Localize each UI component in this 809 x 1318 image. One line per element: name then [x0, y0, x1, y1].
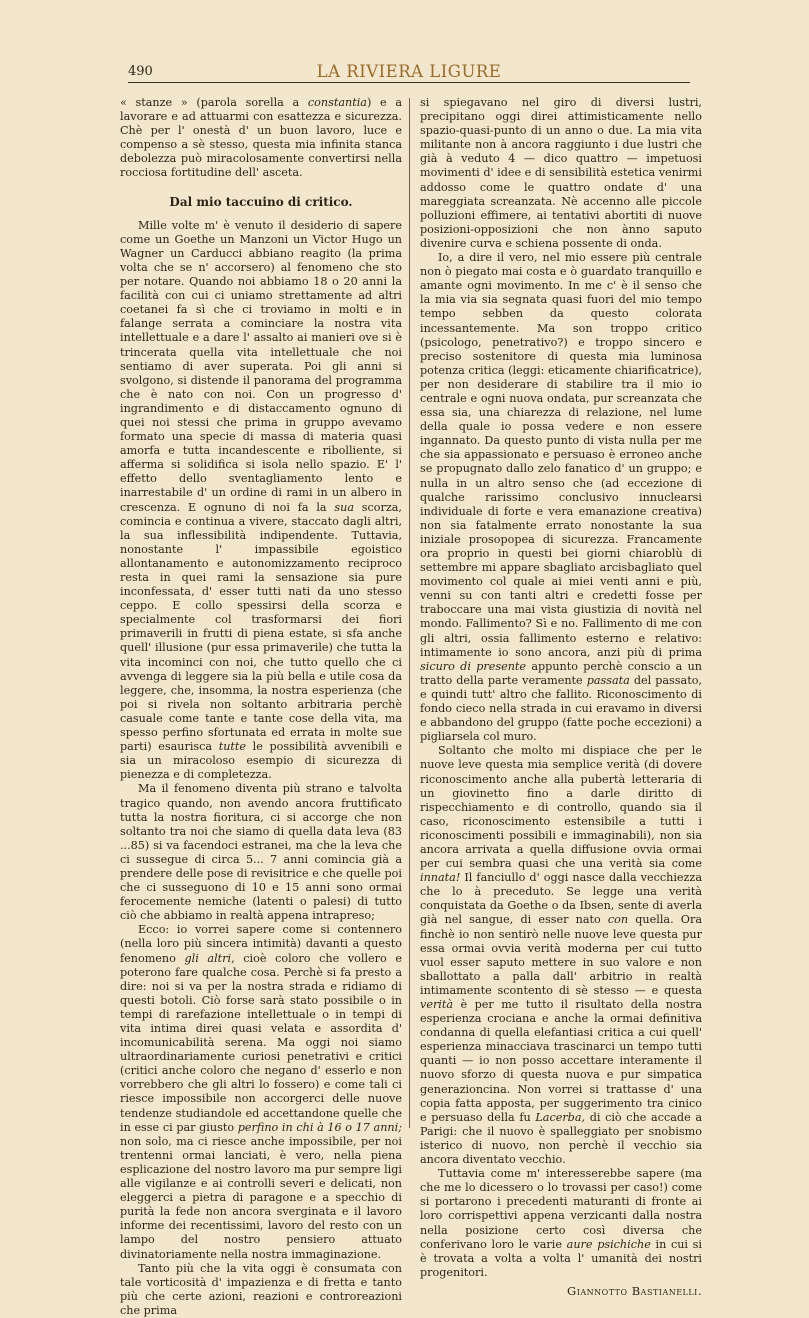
section-title: Dal mio taccuino di critico.: [169, 194, 353, 209]
column-divider: [409, 98, 410, 1128]
paragraph: Tuttavia come m' interesserebbe sapere (ma che me lo dicessero o lo trovassi per caso!) come si portarono i precedenti maturanti di fronte ai loro corrispettivi appena verzicanti dalla nostra nella posizione certo così diversa che conferivano loro le varie aure psichiche in cui si è trovata a volta a volta l' umanità dei nostri progenitori.: [420, 1167, 702, 1279]
paragraph: Io, a dire il vero, nel mio essere più centrale non ò piegato mai costa e ò guardato tranquillo e amante ogni movimento. In me c' è il senso che la mia via sia segnata quasi fuori del mio tempo tempo sebben da questo colorata incessantemente. Ma son troppo critico (psicologo, penetrativo?) e troppo sincero e preciso sostenitore di questa mia luminosa potenza critica (leggi: eticamente chiarificatrice), per non desiderare di stabilire tra il mio io centrale e ogni nuova ondata, pur screanzata che essa sia, una chiarezza di relazione, nel lume della quale io possa vedere e non essere ingannato. Da questo punto di vista nulla per me che sia appassionato e persuaso è erroneo anche se propugnato dallo zelo fanatico d' un gruppo; e nulla in un altro senso che (ad eccezione di qualche rarissimo conclusivo innuclearsi individuale di forte e vera emanazione creativa) non sia fatalmente errato nonostante la sua iniziale prosopopea di sicurezza. Francamente ora proprio in questi bei giorni chiaroblù di settembre mi appare sbagliato arcisbagliato quel movimento col quale ai miei venti anni e più, venni su con tanti altri e credetti fosse per traboccare una mai vista giustizia di novità nel mondo. Fallimento? Sì e no. Fallimento di me con gli altri, ossia fallimento esterno e relativo: intimamente io sono ancora, anzi più di prima sicuro di presente appunto perchè conscio a un tratto della parte veramente passata del passato, e quindi tutt' altro che fallito. Riconoscimento di fondo cieco nella strada in cui eravamo in diversi e abbandono del gruppo (fatte poche eccezioni) a pigliarsela col muro.: [420, 251, 702, 744]
right-column: [420, 96, 702, 1298]
journal-title: LA RIVIERA LIGURE: [316, 62, 502, 81]
paragraph: Tanto più che la vita oggi è consumata con tale vorticosità d' impazienza e di fretta e tanto più che certe azioni, reazioni e controreazioni che prima: [120, 1261, 402, 1317]
author-signature: Giannotto Bastianelli.: [567, 1283, 702, 1298]
header-rule: [128, 82, 690, 83]
paragraph: Ecco: io vorrei sapere come si contennero (nella loro più sincera intimità) davanti a questo fenomeno gli altri, cioè coloro che vollero e poterono fare qualche cosa. Perchè si fa presto a dire: noi si va per la nostra strada e ridiamo di questi botoli. Ciò forse sarà stato possibile o in tempi di rarefazione intellettuale o in tempi di vita intima direi quasi velata e assordita d' incomunicabilità serena. Ma oggi noi siamo ultraordinariamente curiosi penetrativi e critici (critici anche coloro che negano d' esserlo e non vorrebbero che gli altri lo fossero) e come tali ci riesce impossibile non accorgerci delle nuove tendenze studiandole ed accettandone quelle che in esse ci par giusto perfino in chi à 16 o 17 anni; non solo, ma ci riesce anche impossibile, per noi trentenni ormai lanciati, è vero, nella piena esplicazione del nostro lavoro ma pur sempre ligi alle vigilanze e ai controlli severi e delicati, non eleggerci a pietra di paragone e a specchio di purità la fede non ancora sverginata e il lavoro informe dei recentissimi, lavoro del resto con un lampo del nostro pensiero attuato divinatoriamente nella nostra immaginazione.: [120, 923, 402, 1261]
paragraph: si spiegavano nel giro di diversi lustri, precipitano oggi direi attimisticamente nello spazio-quasi-punto di un anno o due. La mia vita militante non à ancora raggiunto i due lustri che già à veduto 4 — dico quattro — impetuosi movimenti d' idee e di sensibilità estetica venirmi addosso come le quattro ondate d' una mareggiata screanzata. Nè accenno alle piccole polluzioni effimere, ai tentativi abortiti di nuove posizioni-opposizioni che non ànno saputo divenire curva e schiena possente di onda.: [420, 96, 702, 250]
paragraph: Ma il fenomeno diventa più strano e talvolta tragico quando, non avendo ancora fruttificato tutta la nostra fioritura, ci si accorge che non soltanto tra noi che siamo di quella data leva (83 ...85) si va facendoci estranei, ma che la leva che ci sussegue di circa 5... 7 anni comincia già a prendere delle pose di revisitrice e che quelle poi che ci susseguono di 10 e 15 anni sono ormai ferocemente nemiche (latenti o palesi) di tutto ciò che abbiamo in realtà appena intrapreso;: [120, 782, 402, 923]
intro-paragraph: « stanze » (parola sorella a constantia) e a lavorare e ad attuarmi con esattezza e sicurezza. Chè per l' onestà d' un buon lavoro, luce e compenso a sè stesso, questa mia infinita stanca debolezza può miracolosamente convertirsi nella rocciosa fortitudine dell' asceta.: [120, 96, 402, 180]
paragraph: Soltanto che molto mi dispiace che per le nuove leve questa mia semplice verità (di dovere riconoscimento anche alla pubertà letteraria di un giovinetto fino a darle diritto di rispecchiamento e di controllo, quando sia il caso, riconoscimento estensibile a tutti i riconoscimenti possibili e immaginabili), non sia ancora arrivata a quella diffusione ovvia ormai per cui sembra quasi che una verità sia come innata! Il fanciullo d' oggi nasce dalla vecchiezza che lo à preceduto. Se legge una verità conquistata da Goethe o da Ibsen, sente di averla già nel sangue, di esser nato con quella. Ora finchè io non sentirò nelle nuove leve questa pur essa ormai ovvia verità moderna per cui tutto vuol esser saputo mettere in suo valore e non sballottato a palla dall' arbitrio in realtà intimamente scontento di sè stesso — e questa verità è per me tutto il risultato della nostra esperienza crociana e anche la ormai definitiva condanna di quella elefantiasi critica a cui quell' esperienza minacciava trascinarci un tempo tutti quanti — io non posso accettare interamente il nuovo sforzo di questa nuova e pur simpatica generazioncina. Non vorrei si trattasse d' una copia fatta apposta, per suggerimento tra cinico e persuaso della fu Lacerba, di ciò che accade a Parigi: che il nuovo è spalleggiato per snobismo isterico di nuovo, non perchè il vecchio sia ancora diventato vecchio.: [420, 744, 702, 1167]
paragraph: Mille volte m' è venuto il desiderio di sapere come un Goethe un Manzoni un Victor Hugo un Wagner un Carducci abbiano reagito (la prima volta che se n' accorsero) al fenomeno che sto per notare. Quando noi abbiamo 18 o 20 anni la facilità con cui ci uniamo strettamente ad altri coetanei fa sì che ci troviamo in molti e in falange serrata a cominciare la nostra vita intellettuale e a dare l' assalto ai manieri ove si è trincerata quella vita intellettuale che noi sentiamo di aver superata. Poi gli anni si svolgono, si distende il panorama del programma che è nato con noi. Con un progresso d' ingrandimento e di distaccamento ognuno di quei noi stessi che prima in gruppo avevamo formato una specie di massa di materia quasi amorfa e tutta incandescente e ribolliente, si afferma si solidifica si isola nello spazio. E' l' effetto dello sventagliamento lento e inarrestabile d' un ordine di rami in un albero in crescenza. E ognuno di noi fa la sua scorza, comincia e continua a vivere, staccato dagli altri, la sua inflessibilità indipendente. Tuttavia, nonostante l' impassibile egoistico allontanamento e autonomizzamento reciproco resta in quei rami la sensazione sia pure inconfessata, d' esser tutti nati da uno stesso ceppo. E collo spessirsi della scorza e specialmente col trasformarsi dei fiori primaverili in frutti di piena estate, si sfa anche quell' illusione (pur essa primaverile) che tutta la vita incominci con noi, che tutto quello che ci avvenga di leggere sia la più bella e utile cosa da leggere, che, insomma, la nostra esperienza (che poi si rivela non soltanto arbitraria perchè casuale come tante e tante cose della vita, ma spesso perfino sfortunata ed errata in molte sue parti) esaurisca tutte le possibilità avvenibili e sia un miracoloso esempio di sicurezza di pienezza e di completezza.: [120, 218, 402, 782]
left-column: [120, 96, 402, 1318]
page-number: 490: [128, 64, 153, 79]
